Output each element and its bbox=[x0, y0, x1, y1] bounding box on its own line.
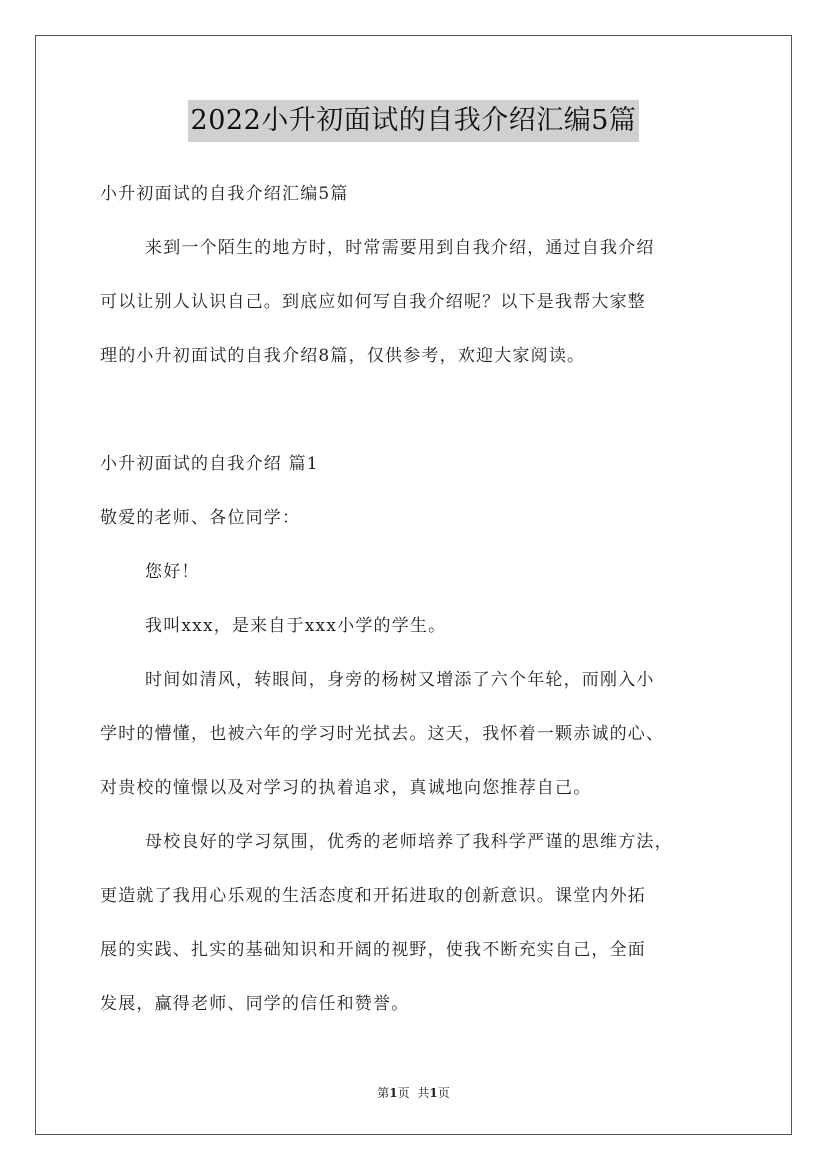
subtitle-line: 小升初面试的自我介绍汇编5篇 bbox=[100, 184, 349, 204]
paragraph-line: 更造就了我用心乐观的生活态度和开拓进取的创新意识。课堂内外拓 bbox=[100, 886, 646, 906]
paragraph-line: 理的小升初面试的自我介绍8篇，仅供参考，欢迎大家阅读。 bbox=[100, 346, 586, 366]
footer-total-pages: 1 bbox=[429, 1086, 438, 1100]
paragraph-line: 来到一个陌生的地方时，时常需要用到自我介绍，通过自我介绍 bbox=[145, 238, 655, 258]
section-heading: 小升初面试的自我介绍 篇1 bbox=[100, 454, 319, 474]
paragraph-line: 学时的懵懂，也被六年的学习时光拭去。这天，我怀着一颗赤诚的心、 bbox=[100, 724, 665, 744]
page-footer bbox=[0, 1085, 827, 1101]
paragraph-line: 发展，赢得老师、同学的信任和赞誉。 bbox=[100, 994, 410, 1014]
paragraph-line: 时间如清风，转眼间，身旁的杨树又增添了六个年轮，而刚入小 bbox=[145, 670, 655, 690]
footer-prefix: 第 bbox=[377, 1086, 390, 1100]
paragraph-line: 可以让别人认识自己。到底应如何写自我介绍呢？以下是我帮大家整 bbox=[100, 292, 646, 312]
salutation-line: 敬爱的老师、各位同学： bbox=[100, 508, 301, 528]
footer-page-word: 页 bbox=[397, 1086, 410, 1100]
paragraph-line: 对贵校的憧憬以及对学习的执着追求，真诚地向您推荐自己。 bbox=[100, 778, 592, 798]
footer-current-page: 1 bbox=[389, 1086, 398, 1100]
greeting-line: 您好！ bbox=[145, 562, 200, 582]
document-title: 2022小升初面试的自我介绍汇编5篇 bbox=[188, 100, 640, 142]
footer-page-word-2: 页 bbox=[437, 1086, 450, 1100]
footer-total-prefix: 共 bbox=[417, 1086, 430, 1100]
paragraph-line: 我叫xxx，是来自于xxx小学的学生。 bbox=[145, 616, 447, 636]
title-container bbox=[0, 100, 827, 142]
paragraph-line: 展的实践、扎实的基础知识和开阔的视野，使我不断充实自己，全面 bbox=[100, 940, 646, 960]
paragraph-line: 母校良好的学习氛围，优秀的老师培养了我科学严谨的思维方法， bbox=[145, 832, 673, 852]
